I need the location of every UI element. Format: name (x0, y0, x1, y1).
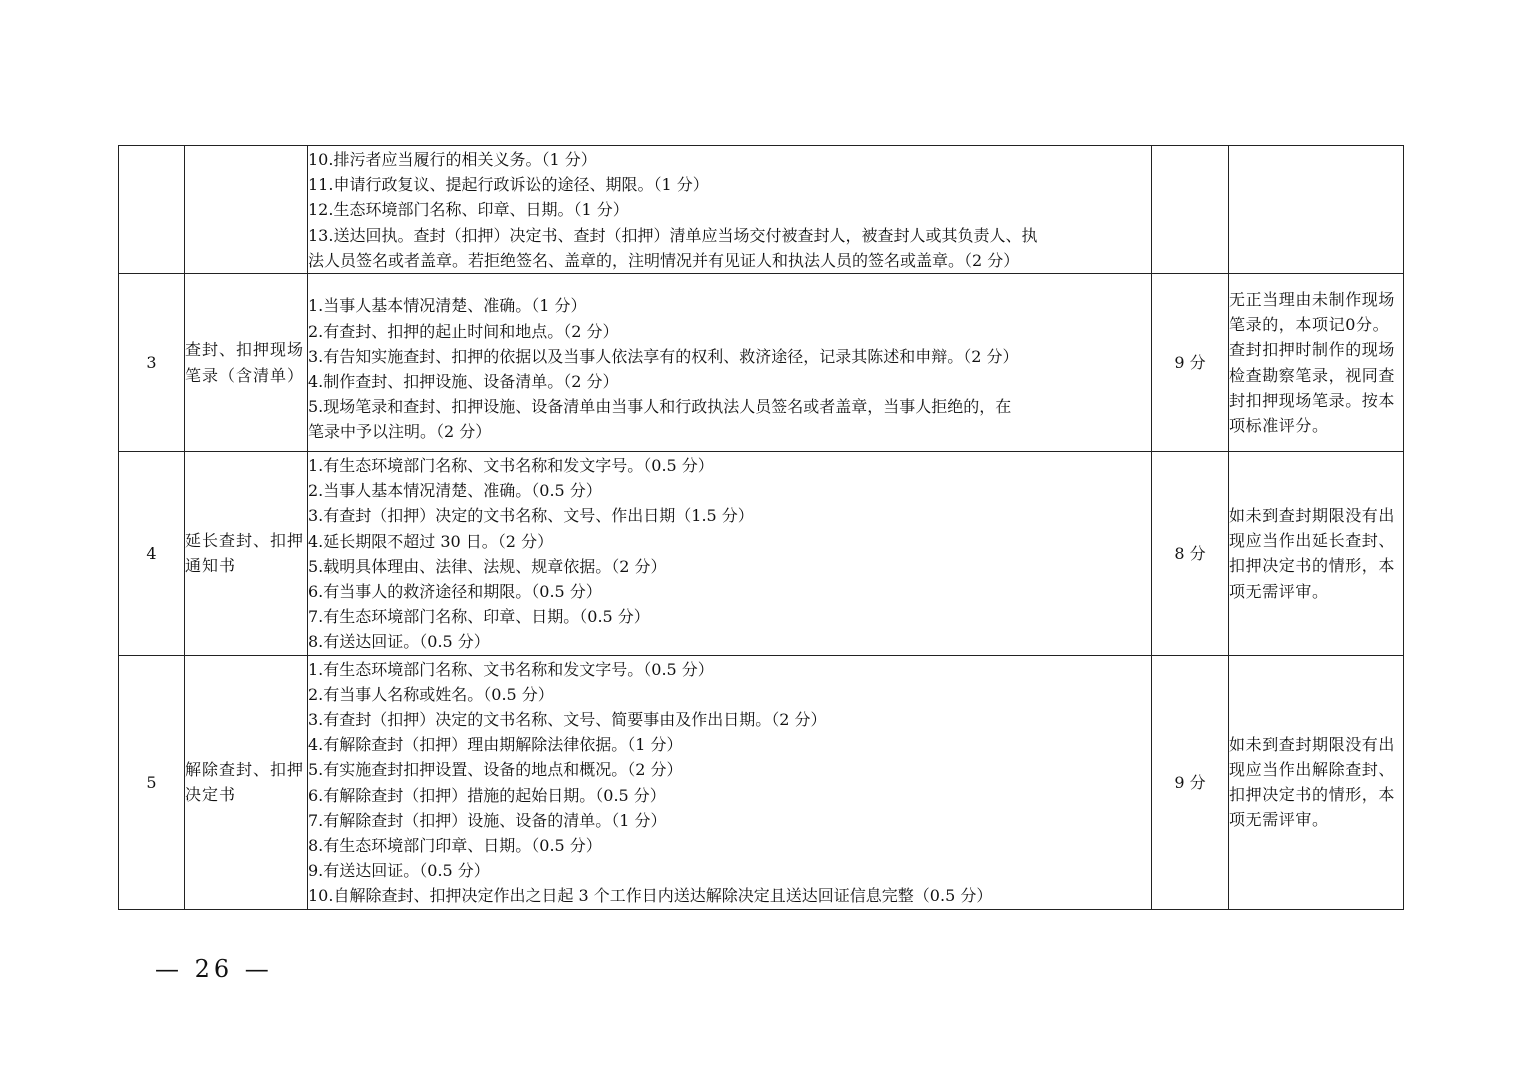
score-cell: 9 分 (1152, 655, 1229, 909)
note-cell (1229, 146, 1404, 274)
criteria-line: 7.有解除查封（扣押）设施、设备的清单。（1 分） (308, 810, 667, 830)
criteria-line: 11.申请行政复议、提起行政诉讼的途径、期限。（1 分） (308, 175, 709, 195)
criteria-line: 6.有解除查封（扣押）措施的起始日期。（0.5 分） (308, 785, 666, 805)
scoring-table (118, 145, 1404, 910)
item-name-cell (185, 146, 308, 274)
table-row (119, 274, 1404, 452)
criteria-line: 5.载明具体理由、法律、法规、规章依据。（2 分） (308, 556, 667, 576)
note-text: 如未到查封期限没有出现应当作出解除查封、扣押决定书的情形，本项无需评审。 (1229, 734, 1396, 830)
row-number-cell (119, 146, 185, 274)
criteria-line: 7.有生态环境部门名称、印章、日期。（0.5 分） (308, 607, 650, 627)
score-cell (1152, 146, 1229, 274)
table-row (119, 452, 1404, 656)
criteria-line: 12.生态环境部门名称、印章、日期。（1 分） (308, 200, 629, 220)
score-cell: 9 分 (1152, 274, 1229, 452)
criteria-line: 1.当事人基本情况清楚、准确。（1 分） (308, 296, 587, 316)
criteria-line: 4.延长期限不超过 30 日。（2 分） (308, 531, 554, 551)
criteria-line: 5.有实施查封扣押设置、设备的地点和概况。（2 分） (308, 760, 683, 780)
criteria-line: 10.排污者应当履行的相关义务。（1 分） (308, 150, 597, 169)
note-cell (1229, 452, 1404, 656)
criteria-line: 8.有送达回证。（0.5 分） (308, 632, 490, 652)
criteria-line: 6.有当事人的救济途径和期限。（0.5 分） (308, 582, 602, 602)
item-name-cell: 查封、扣押现场笔录（含清单） (185, 274, 308, 452)
table-row (119, 655, 1404, 909)
note-text: 无正当理由未制作现场笔录的，本项记0分。查封扣押时制作的现场检查勘察笔录，视同查封扣押现场笔录。按本项标准评分。 (1229, 289, 1396, 435)
item-name-cell: 解除查封、扣押决定书 (185, 655, 308, 909)
note-cell (1229, 655, 1404, 909)
criteria-line: 3.有查封（扣押）决定的文书名称、文号、简要事由及作出日期。（2 分） (308, 710, 827, 730)
note-cell (1229, 274, 1404, 452)
criteria-cell (308, 452, 1152, 656)
criteria-line: 9.有送达回证。（0.5 分） (308, 861, 490, 881)
note-text: 如未到查封期限没有出现应当作出延长查封、扣押决定书的情形，本项无需评审。 (1229, 505, 1396, 601)
criteria-line: 5.现场笔录和查封、扣押设施、设备清单由当事人和行政执法人员签名或者盖章，当事人拒绝的，在 (308, 397, 1012, 417)
criteria-line: 4.有解除查封（扣押）理由期解除法律依据。（1 分） (308, 735, 683, 755)
row-number-cell: 3 (119, 274, 185, 452)
criteria-line: 1.有生态环境部门名称、文书名称和发文字号。（0.5 分） (308, 659, 714, 679)
criteria-line: 2.有查封、扣押的起止时间和地点。（2 分） (308, 321, 619, 341)
criteria-line: 13.送达回执。查封（扣押）决定书、查封（扣押）清单应当场交付被查封人，被查封人或其负责人、执 (308, 225, 1038, 245)
row-number-cell: 5 (119, 655, 185, 909)
criteria-line: 3.有告知实施查封、扣押的依据以及当事人依法享有的权利、救济途径，记录其陈述和申辩。（2 分） (308, 346, 1019, 366)
row-number-cell: 4 (119, 452, 185, 656)
criteria-line: 8.有生态环境部门印章、日期。（0.5 分） (308, 836, 602, 856)
table-row (119, 146, 1404, 274)
criteria-line: 1.有生态环境部门名称、文书名称和发文字号。（0.5 分） (308, 456, 714, 476)
criteria-line: 笔录中予以注明。（2 分） (308, 422, 492, 442)
criteria-line: 法人员签名或者盖章。若拒绝签名、盖章的，注明情况并有见证人和执法人员的签名或盖章。（2 分） (308, 250, 1020, 270)
score-cell: 8 分 (1152, 452, 1229, 656)
criteria-line: 10.自解除查封、扣押决定作出之日起 3 个工作日内送达解除决定且送达回证信息完整（0.5 分） (308, 886, 993, 906)
criteria-cell (308, 146, 1152, 274)
item-name-cell: 延长查封、扣押通知书 (185, 452, 308, 656)
page-number: — 26 — (155, 955, 273, 983)
criteria-line: 2.当事人基本情况清楚、准确。（0.5 分） (308, 481, 602, 501)
criteria-line: 3.有查封（扣押）决定的文书名称、文号、作出日期（1.5 分） (308, 506, 754, 526)
criteria-line: 4.制作查封、扣押设施、设备清单。（2 分） (308, 372, 619, 392)
criteria-cell (308, 274, 1152, 452)
criteria-cell (308, 655, 1152, 909)
criteria-line: 2.有当事人名称或姓名。（0.5 分） (308, 684, 554, 704)
